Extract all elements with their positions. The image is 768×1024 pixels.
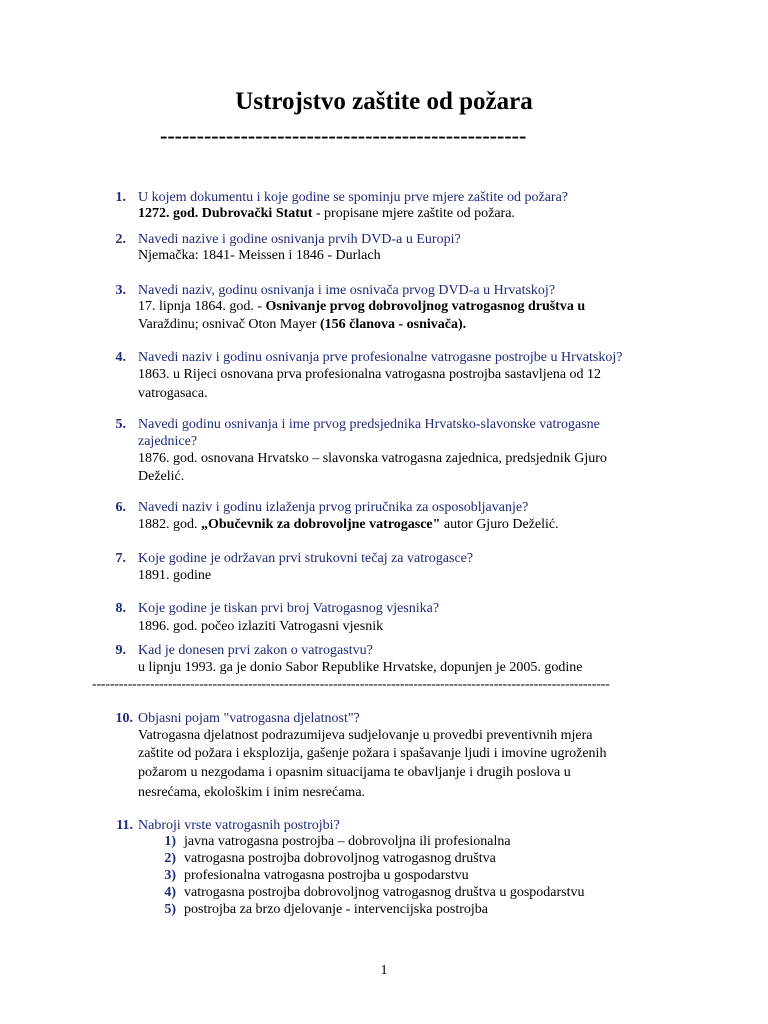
question-text: zajednice? xyxy=(138,434,198,449)
list-number: 3) xyxy=(164,868,176,883)
answer-text: 1882. god. „Obučevnik za dobrovoljne vatrogasce" autor Gjuro Deželić. xyxy=(138,517,559,532)
answer-text: nesrećama, ekološkim i inim nesrećama. xyxy=(138,785,366,800)
item-number: 7. xyxy=(115,551,126,566)
item-number: 6. xyxy=(115,500,126,515)
list-item: postrojba za brzo djelovanje - intervencijska postrojba xyxy=(184,902,489,917)
answer-text: Varaždinu; osnivač Oton Mayer (156 članova - osnivača). xyxy=(138,317,467,332)
title-rule: -------------------------------------------------- xyxy=(160,123,527,148)
item-number: 2. xyxy=(115,232,126,247)
item-number: 8. xyxy=(115,601,126,616)
answer-text: u lipnju 1993. ga je donio Sabor Republike Hrvatske, dopunjen je 2005. godine xyxy=(138,660,583,675)
item-number: 5. xyxy=(115,417,126,432)
item-number: 3. xyxy=(115,283,126,298)
page-number: 1 xyxy=(380,963,388,978)
question-text: Navedi godinu osnivanja i ime prvog predsjednika Hrvatsko-slavonske vatrogasne xyxy=(138,417,600,432)
list-item: javna vatrogasna postrojba – dobrovoljna ili profesionalna xyxy=(184,834,511,849)
answer-text: 17. lipnja 1864. god. - Osnivanje prvog dobrovoljnog vatrogasnog društva u xyxy=(138,299,586,314)
list-item: profesionalna vatrogasna postrojba u gospodarstvu xyxy=(184,868,469,883)
section-divider: -------------------------------------------------------------------------------------------------------------------- xyxy=(92,677,610,692)
page-title: Ustrojstvo zaštite od požara xyxy=(235,88,533,115)
item-number: 10. xyxy=(115,711,133,726)
list-number: 2) xyxy=(164,851,176,866)
question-text: Objasni pojam "vatrogasna djelatnost"? xyxy=(138,711,360,726)
question-text: U kojem dokumentu i koje godine se spominju prve mjere zaštite od požara? xyxy=(138,190,568,205)
list-number: 5) xyxy=(164,902,176,917)
answer-text: 1876. god. osnovana Hrvatsko – slavonska vatrogasna zajednica, predsjednik Gjuro xyxy=(138,451,607,466)
answer-text: 1272. god. Dubrovački Statut - propisane mjere zaštite od požara. xyxy=(138,206,515,221)
item-number: 9. xyxy=(115,643,126,658)
answer-text: Vatrogasna djelatnost podrazumijeva sudjelovanje u provedbi preventivnih mjera xyxy=(138,728,593,743)
answer-text: 1896. god. počeo izlaziti Vatrogasni vjesnik xyxy=(138,619,384,634)
answer-text: Njemačka: 1841- Meissen i 1846 - Durlach xyxy=(138,248,381,263)
answer-text: požarom u nezgodama i opasnim situacijama te obavljanje i drugih poslova u xyxy=(138,765,571,780)
list-number: 4) xyxy=(164,885,176,900)
item-number: 1. xyxy=(115,190,126,205)
answer-text: zaštite od požara i eksplozija, gašenje požara i spašavanje ljudi i imovine ugroženih xyxy=(138,746,607,761)
question-text: Navedi naziv i godinu osnivanja prve profesionalne vatrogasne postrojbe u Hrvatskoj? xyxy=(138,350,623,365)
list-item: vatrogasna postrojba dobrovoljnog vatrogasnog društva u gospodarstvu xyxy=(184,885,585,900)
question-text: Navedi nazive i godine osnivanja prvih DVD-a u Europi? xyxy=(138,232,461,247)
question-text: Koje godine je tiskan prvi broj Vatrogasnog vjesnika? xyxy=(138,601,440,616)
answer-text: 1891. godine xyxy=(138,568,212,583)
question-text: Nabroji vrste vatrogasnih postrojbi? xyxy=(138,818,340,833)
question-text: Kad je donesen prvi zakon o vatrogastvu? xyxy=(138,643,373,658)
list-item: vatrogasna postrojba dobrovoljnog vatrogasnog društva xyxy=(184,851,496,866)
question-text: Navedi naziv, godinu osnivanja i ime osnivača prvog DVD-a u Hrvatskoj? xyxy=(138,283,556,298)
answer-text: Deželić. xyxy=(138,469,185,484)
answer-text: 1863. u Rijeci osnovana prva profesionalna vatrogasna postrojba sastavljena od 12 xyxy=(138,367,602,382)
question-text: Koje godine je održavan prvi strukovni tečaj za vatrogasce? xyxy=(138,551,474,566)
list-number: 1) xyxy=(164,834,176,849)
item-number: 4. xyxy=(115,350,126,365)
question-text: Navedi naziv i godinu izlaženja prvog priručnika za osposobljavanje? xyxy=(138,500,529,515)
answer-text: vatrogasaca. xyxy=(138,386,208,401)
item-number: 11. xyxy=(116,818,133,833)
